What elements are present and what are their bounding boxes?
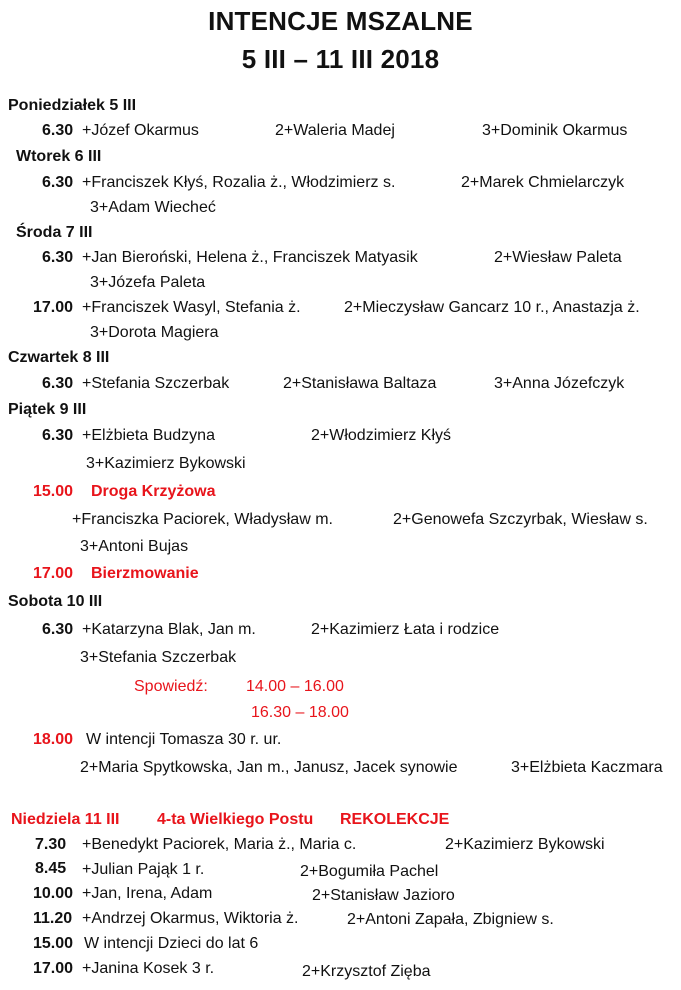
intention-3: 3+Józefa Paleta [90,274,206,291]
mass-time: 11.20 [33,910,73,927]
intention-3: 3+Antoni Bujas [80,538,189,555]
day-heading-monday: Poniedziałek 5 III [8,97,137,114]
confession-time-1: 14.00 – 16.00 [246,678,344,695]
intention-2: 2+Kazimierz Bykowski [445,836,605,853]
page-title: INTENCJE MSZALNE [208,6,473,36]
mass-time: 6.30 [42,427,74,444]
event-label-confirmation: Bierzmowanie [91,565,199,582]
intention-1: +Julian Pająk 1 r. [82,861,205,878]
day-heading-sunday: Niedziela 11 III [11,811,120,828]
intention-2: 2+Genowefa Szczyrbak, Wiesław s. [393,511,648,528]
intention-1: +Elżbieta Budzyna [82,427,215,444]
intention-3: 3+Dominik Okarmus [482,122,628,139]
confession-label: Spowiedź: [134,678,208,695]
intention-2: 2+Wiesław Paleta [494,249,622,266]
intention-3: 3+Elżbieta Kaczmara [511,759,663,776]
intention-1: +Katarzyna Blak, Jan m. [82,621,256,638]
event-time: 17.00 [33,565,74,582]
mass-time: 6.30 [42,122,74,139]
event-time: 15.00 [33,483,74,500]
mass-time: 17.00 [33,299,74,316]
day-heading-thursday: Czwartek 8 III [8,349,110,366]
intention-1: +Stefania Szczerbak [82,375,230,392]
intention-2: 2+Waleria Madej [275,122,395,139]
intention-2: 2+Antoni Zapała, Zbigniew s. [347,911,554,928]
intention-3: 3+Anna Józefczyk [494,375,625,392]
mass-time: 10.00 [33,885,74,902]
retreat-label: REKOLEKCJE [340,811,450,828]
intention-1: +Franciszek Wasyl, Stefania ż. [82,299,301,316]
intention-2: 2+Maria Spytkowska, Jan m., Janusz, Jacek synowie [80,759,458,776]
intention-1: +Franciszek Kłyś, Rozalia ż., Włodzimierz s. [82,174,396,191]
mass-time: 18.00 [33,731,74,748]
intention-1: +Franciszka Paciorek, Władysław m. [72,511,333,528]
intention-2: 2+Bogumiła Pachel [300,863,439,880]
mass-time: 6.30 [42,174,74,191]
mass-time: 17.00 [33,960,74,977]
intention-1: W intencji Tomasza 30 r. ur. [86,731,282,748]
intention-1: W intencji Dzieci do lat 6 [84,935,259,952]
mass-time: 6.30 [42,375,74,392]
day-heading-saturday: Sobota 10 III [8,593,103,610]
confession-time-2: 16.30 – 18.00 [251,704,349,721]
intention-1: +Jan, Irena, Adam [82,885,213,902]
day-heading-wednesday: Środa 7 III [16,224,93,241]
intention-2: 2+Stanisław Jazioro [312,887,455,904]
mass-time: 7.30 [35,836,67,853]
intention-2: 2+Krzysztof Zięba [302,963,431,980]
intention-2: 2+Stanisława Baltaza [283,375,437,392]
intention-3: 3+Stefania Szczerbak [80,649,237,666]
intention-3: 3+Kazimierz Bykowski [86,455,246,472]
intention-3: 3+Adam Wiecheć [90,199,216,216]
intention-1: +Janina Kosek 3 r. [82,960,215,977]
intention-2: 2+Marek Chmielarczyk [461,174,625,191]
intention-1: +Józef Okarmus [82,122,199,139]
intention-1: +Andrzej Okarmus, Wiktoria ż. [82,910,299,927]
sunday-feast: 4-ta Wielkiego Postu [157,811,314,828]
intention-1: +Jan Bieroński, Helena ż., Franciszek Matyasik [82,249,418,266]
intention-3: 3+Dorota Magiera [90,324,219,341]
intention-1: +Benedykt Paciorek, Maria ż., Maria c. [82,836,357,853]
mass-time: 8.45 [35,860,67,877]
intention-2: 2+Kazimierz Łata i rodzice [311,621,500,638]
intention-2: 2+Mieczysław Gancarz 10 r., Anastazja ż. [344,299,640,316]
mass-time: 6.30 [42,249,74,266]
intention-2: 2+Włodzimierz Kłyś [311,427,452,444]
day-heading-tuesday: Wtorek 6 III [16,148,102,165]
mass-time: 6.30 [42,621,74,638]
day-heading-friday: Piątek 9 III [8,401,87,418]
date-range: 5 III – 11 III 2018 [241,44,440,74]
event-label-stations-of-the-cross: Droga Krzyżowa [91,483,216,500]
mass-time: 15.00 [33,935,74,952]
